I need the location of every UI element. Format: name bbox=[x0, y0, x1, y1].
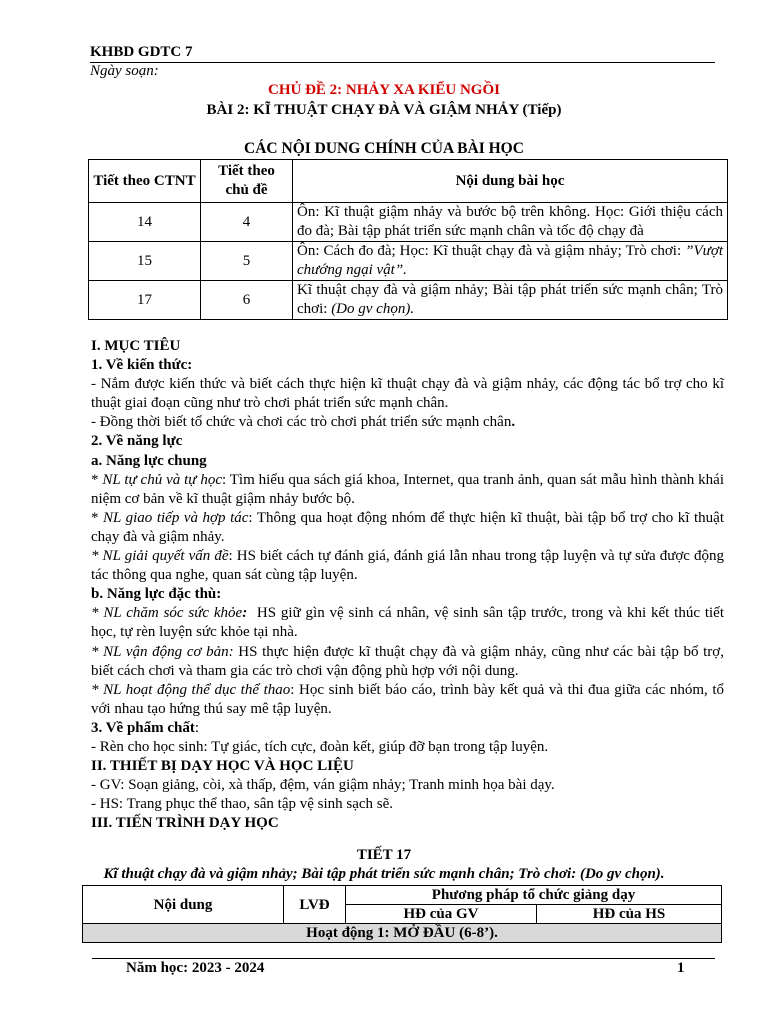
competence-item bbox=[91, 547, 724, 585]
footer-rule bbox=[92, 958, 715, 959]
cell-ctnt: 15 bbox=[89, 242, 201, 281]
plan-header-row bbox=[83, 886, 722, 905]
header-lesson-content: Nội dung bài học bbox=[293, 160, 728, 203]
competence-label: * NL giải quyết vấn đề bbox=[91, 548, 229, 565]
lesson-title: BÀI 2: KĨ THUẬT CHẠY ĐÀ VÀ GIẬM NHẢY (Tiếp) bbox=[206, 102, 562, 118]
competence-label: NL giao tiếp và hợp tác bbox=[103, 509, 249, 526]
knowledge-item: - Đồng thời biết tổ chức và chơi các trò chơi phát triển sức mạnh chân. bbox=[91, 414, 516, 431]
plan-header-student: HĐ của HS bbox=[537, 905, 722, 924]
activity-1-heading: Hoạt động 1: MỞ ĐẦU (6-8’). bbox=[83, 924, 722, 943]
plan-header-method: Phương pháp tổ chức giảng dạy bbox=[346, 886, 722, 905]
competence-item bbox=[91, 643, 724, 681]
cell-content-text: Ôn: Kĩ thuật giậm nhảy và bước bộ trên không. Học: Giới thiệu cách đo đà; Bài tập phát triển sức mạnh chân và tốc độ chạy đà bbox=[297, 204, 723, 239]
competence-label: NL tự chủ và tự học bbox=[102, 471, 222, 488]
competence-text: : Tìm hiểu qua sách giá khoa, Internet, qua tranh ảnh, quan sát mẫu hình thành khái niệm cơ bản về kĩ thuật giậm nhảy bước bộ. bbox=[91, 471, 724, 507]
school-year: Năm học: 2023 - 2024 bbox=[126, 960, 265, 976]
table-row bbox=[89, 242, 728, 281]
cell-ctnt: 17 bbox=[89, 281, 201, 320]
contents-title: CÁC NỘI DUNG CHÍNH CỦA BÀI HỌC bbox=[244, 140, 524, 157]
competence-title: 2. Về năng lực bbox=[91, 433, 183, 450]
competence-text: : Thông qua hoạt động nhóm để thực hiện kĩ thuật, bài tập bổ trợ cho kĩ thuật chạy đà và giậm nhảy. bbox=[91, 509, 725, 545]
competence-label: * NL vận động cơ bản: bbox=[91, 643, 234, 660]
competence-text: HS giữ gìn vệ sinh cá nhân, vệ sinh sân tập trước, trong và khi kết thúc tiết học, tự rèn luyện sức khỏe tại nhà. bbox=[91, 605, 724, 641]
lesson-body bbox=[91, 337, 724, 833]
section-objectives-title: I. MỤC TIÊU bbox=[91, 338, 181, 354]
general-competence-title: a. Năng lực chung bbox=[91, 452, 207, 469]
cell-topic-period: 6 bbox=[201, 281, 293, 320]
equipment-item-teacher: - GV: Soạn giảng, còi, xà thấp, đệm, ván giậm nhảy; Tranh minh họa bài dạy. bbox=[91, 777, 555, 794]
quality-item: - Rèn cho học sinh: Tự giác, tích cực, đoàn kết, giúp đỡ bạn trong tập luyện. bbox=[91, 738, 549, 755]
competence-item: * NL tự chủ và tự học: Tìm hiểu qua sách giá khoa, Internet, qua tranh ảnh, quan sát mẫu hình thành khái niệm cơ bản về kĩ thuật giậm nhảy bước bộ. bbox=[91, 471, 724, 507]
knowledge-title: 1. Về kiến thức: bbox=[91, 357, 193, 374]
cell-topic-period: 4 bbox=[201, 203, 293, 242]
competence-label: * NL chăm sóc sức khỏe bbox=[91, 605, 243, 622]
section-process-title: III. TIẾN TRÌNH DẠY HỌC bbox=[91, 815, 279, 832]
period-subtitle: Kĩ thuật chạy đà và giậm nhảy; Bài tập phát triển sức mạnh chân; Trò chơi: (Do gv chọn). bbox=[103, 866, 665, 882]
cell-content bbox=[293, 242, 728, 281]
cell-content bbox=[293, 203, 728, 242]
prepared-date-label: Ngày soạn: bbox=[90, 63, 159, 79]
plan-header-lvd: LVĐ bbox=[284, 886, 346, 924]
plan-activity-row bbox=[83, 924, 722, 943]
knowledge-item-text: - Đồng thời biết tổ chức và chơi các trò chơi phát triển sức mạnh chân bbox=[91, 414, 512, 431]
topic-title: CHỦ ĐỀ 2: NHẢY XA KIỂU NGỒI bbox=[268, 82, 500, 98]
competence-text: : Học sinh biết báo cáo, trình bày kết quả và thi đua giữa các nhóm, tổ với nhau tạo hứng thú say mê tập luyện. bbox=[91, 681, 724, 717]
header-rule bbox=[90, 62, 715, 63]
cell-topic-period: 5 bbox=[201, 242, 293, 281]
cell-content-text: Kĩ thuật chạy đà và giậm nhảy; Bài tập phát triển sức mạnh chân; Trò chơi: bbox=[297, 282, 723, 317]
cell-content-text: Ôn: Cách đo đà; Học: Kĩ thuật chạy đà và giậm nhảy; Trò chơi: bbox=[297, 243, 686, 259]
header-ctnt: Tiết theo CTNT bbox=[89, 160, 201, 203]
cell-content-emphasis: (Do gv chọn). bbox=[331, 301, 415, 317]
competence-text: : HS biết cách tự đánh giá, đánh giá lẫn nhau trong tập luyện và tự sửa được động tác thông qua nghe, quan sát cùng tập luyện. bbox=[91, 548, 724, 584]
equipment-item-student: - HS: Trang phục thể thao, sân tập vệ sinh sạch sẽ. bbox=[91, 796, 394, 813]
competence-item: * NL chăm sóc sức khỏe: HS giữ gìn vệ sinh cá nhân, vệ sinh sân tập trước, trong và khi kết thúc tiết học, tự rèn luyện sức khỏe tại nhà. bbox=[91, 605, 724, 641]
knowledge-item: - Nắm được kiến thức và biết cách thực hiện kĩ thuật chạy đà và giậm nhảy, các động tác bổ trợ cho kĩ thuật giai đoạn cũng như trò chơi phát triển sức mạnh chân. bbox=[91, 376, 724, 412]
plan-header-teacher: HĐ của GV bbox=[346, 905, 537, 924]
section-equipment-title: II. THIẾT BỊ DẠY HỌC VÀ HỌC LIỆU bbox=[91, 758, 354, 775]
competence-item: * NL giao tiếp và hợp tác: Thông qua hoạt động nhóm để thực hiện kĩ thuật, bài tập bổ trợ cho kĩ thuật chạy đà và giậm nhảy. bbox=[91, 509, 725, 545]
cell-ctnt: 14 bbox=[89, 203, 201, 242]
page-number: 1 bbox=[677, 960, 685, 976]
cell-content bbox=[293, 281, 728, 320]
lesson-plan-table bbox=[82, 885, 722, 943]
table-row bbox=[89, 281, 728, 320]
competence-text: HS thực hiện được kĩ thuật chạy đà và giậm nhảy, cũng như các bài tập bổ trợ, biết cách chơi và tham gia các trò chơi vận động phù hợp với nội dung. bbox=[91, 643, 724, 679]
header-topic-period: Tiết theo chủ đề bbox=[201, 160, 293, 203]
competence-label: * NL hoạt động thể dục thể thao bbox=[91, 681, 291, 698]
competence-item bbox=[91, 681, 724, 719]
doc-code: KHBD GDTC 7 bbox=[90, 44, 193, 60]
quality-title-text: 3. Về phẩm chất bbox=[91, 719, 195, 736]
plan-header-content: Nội dung bbox=[83, 886, 284, 924]
contents-table bbox=[88, 159, 728, 320]
contents-table-header bbox=[89, 160, 728, 203]
period-title: TIẾT 17 bbox=[356, 847, 412, 863]
specific-competence-title: b. Năng lực đặc thù: bbox=[91, 586, 222, 603]
quality-title: 3. Về phẩm chất: bbox=[91, 719, 200, 736]
cell-content-emphasis: ”Vượt chướng ngại vật”. bbox=[297, 243, 723, 278]
table-row bbox=[89, 203, 728, 242]
